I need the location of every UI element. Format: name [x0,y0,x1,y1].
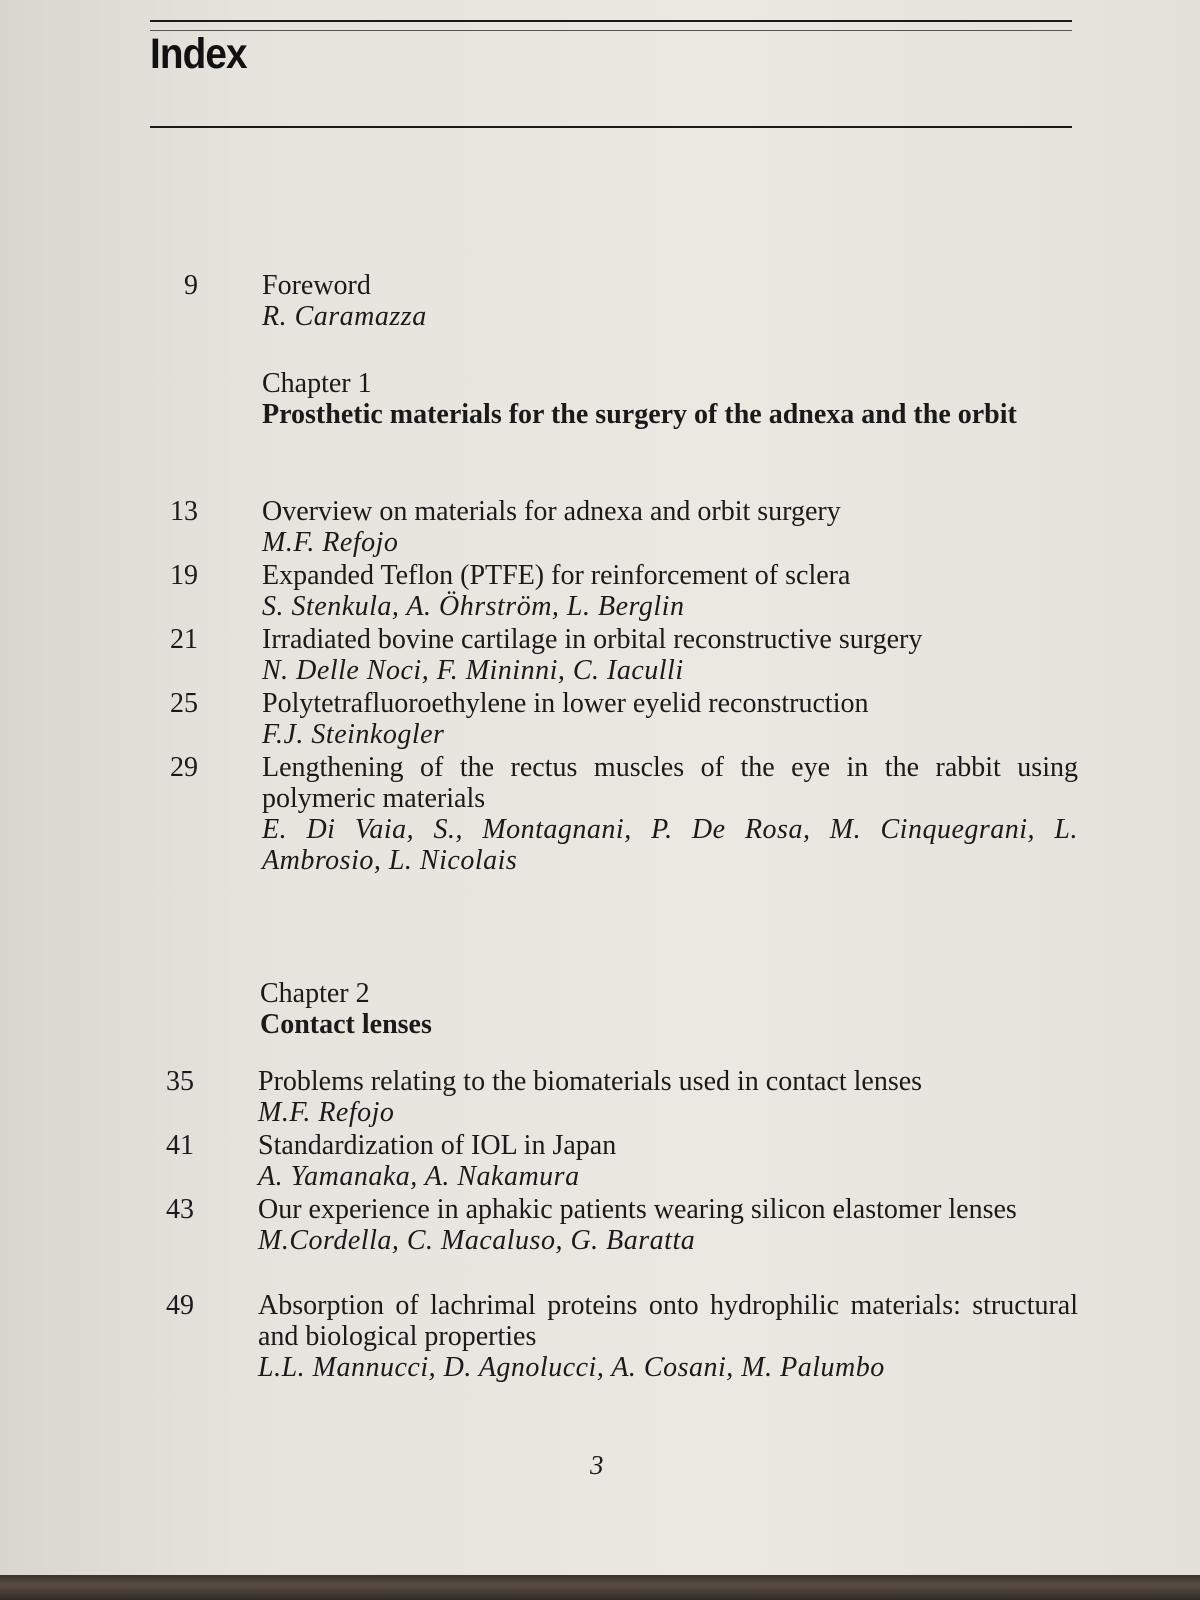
chapter-heading [262,368,1082,430]
header-rule-top-thin [150,30,1072,31]
entry-title: Lengthening of the rectus muscles of the eye in the rabbit using polymeric materials [262,752,1078,814]
chapter-title: Prosthetic materials for the surgery of the adnexa and the orbit [262,399,1017,430]
chapter-title: Contact lenses [260,1009,432,1040]
entry-authors: L.L. Mannucci, D. Agnolucci, A. Cosani, M. Palumbo [258,1352,885,1383]
entry-authors: E. Di Vaia, S., Montagnani, P. De Rosa, M. Cinquegrani, L. Ambrosio, L. Nicolais [262,814,1078,876]
entry-title: Foreword [262,270,371,301]
toc-entry [262,270,1082,332]
entry-page-number: 25 [170,688,198,719]
entry-page-number: 43 [166,1194,194,1225]
entry-authors: M.F. Refojo [258,1097,395,1128]
toc-entry [258,1290,1078,1383]
entry-title: Our experience in aphakic patients wearing silicon elastomer lenses [258,1194,1017,1225]
entry-authors: S. Stenkula, A. Öhrström, L. Berglin [262,591,685,622]
entry-title: Overview on materials for adnexa and orbit surgery [262,496,841,527]
entry-page-number: 13 [170,496,198,527]
entry-title: Irradiated bovine cartilage in orbital reconstructive surgery [262,624,923,655]
entry-title: Standardization of IOL in Japan [258,1130,617,1161]
chapter-label: Chapter 1 [262,368,372,399]
chapter-label: Chapter 2 [260,978,370,1009]
page-number: 3 [590,1450,604,1480]
entry-page-number: 19 [170,560,198,591]
entry-authors: F.J. Steinkogler [262,719,445,750]
toc-entry [262,688,1082,750]
header-rule-top [150,20,1072,22]
entry-authors: R. Caramazza [262,301,427,332]
header-rule-bottom [150,126,1072,128]
entry-page-number: 49 [166,1290,194,1321]
toc-entry [258,1066,1078,1128]
entry-page-number: 35 [166,1066,194,1097]
entry-title: Absorption of lachrimal proteins onto hydrophilic materials: structural and biological properties [258,1290,1078,1352]
toc-entry [262,624,1082,686]
entry-page-number: 9 [184,270,198,301]
entry-authors: N. Delle Noci, F. Mininni, C. Iaculli [262,655,684,686]
entry-page-number: 29 [170,752,198,783]
page-title: Index [150,30,247,78]
entry-authors: M.Cordella, C. Macaluso, G. Baratta [258,1225,696,1256]
entry-page-number: 21 [170,624,198,655]
page-edge-shadow [0,1575,1200,1600]
entry-title: Polytetrafluoroethylene in lower eyelid reconstruction [262,688,869,719]
toc-entry [258,1194,1078,1256]
chapter-heading [260,978,1080,1040]
entry-authors: M.F. Refojo [262,527,399,558]
toc-entry [262,496,1082,558]
toc-entry [262,560,1082,622]
entry-title: Problems relating to the biomaterials used in contact lenses [258,1066,923,1097]
toc-entry [258,1130,1078,1192]
entry-page-number: 41 [166,1130,194,1161]
entry-title: Expanded Teflon (PTFE) for reinforcement of sclera [262,560,851,591]
entry-authors: A. Yamanaka, A. Nakamura [258,1161,580,1192]
toc-entry [262,752,1078,876]
